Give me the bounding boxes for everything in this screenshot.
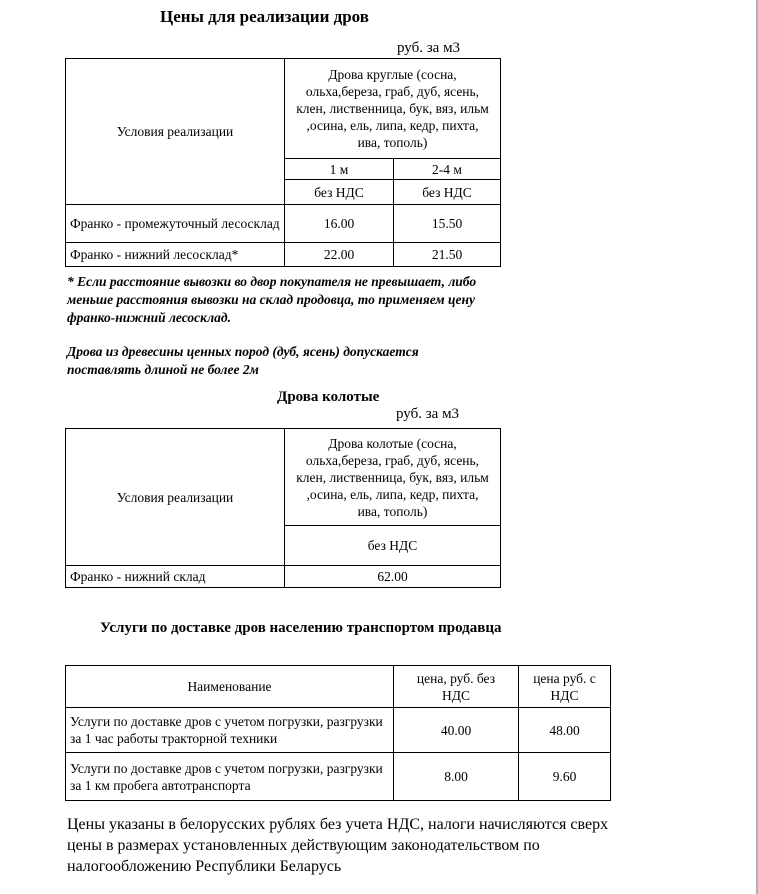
- price-cell: 8.00: [394, 753, 519, 801]
- vat-label: без НДС: [285, 180, 394, 205]
- footnote-valuable-species: Дрова из древесины ценных пород (дуб, ясень) допускается поставлять длиной не более 2м: [67, 344, 419, 377]
- service-name: Услуги по доставке дров с учетом погрузки, разгрузки за 1 км пробега автотранспорта: [66, 753, 394, 801]
- delivery-services-table: [65, 665, 611, 801]
- section-title-split: Дрова колотые: [277, 389, 380, 405]
- price-cell: 9.60: [519, 753, 611, 801]
- length-1m: 1 м: [285, 159, 394, 180]
- price-cell: 48.00: [519, 708, 611, 753]
- page-title: Цены для реализации дров: [160, 7, 369, 26]
- table-row: [66, 566, 501, 588]
- vat-label: без НДС: [285, 526, 501, 566]
- price-cell: 22.00: [285, 243, 394, 267]
- service-name: Услуги по доставке дров с учетом погрузки, разгрузки за 1 час работы тракторной техники: [66, 708, 394, 753]
- split-firewood-table: [65, 428, 501, 588]
- unit-label: руб. за м3: [397, 40, 461, 56]
- conditions-header: Условия реализации: [66, 429, 285, 566]
- price-cell: 16.00: [285, 205, 394, 243]
- price-no-vat-header: цена, руб. без НДС: [394, 666, 519, 708]
- table-row: [66, 205, 501, 243]
- footer-note: Цены указаны в белорусских рублях без учета НДС, налоги начисляются сверх цены в размерах установленных действующим законодательством по налогообложению Республики Беларусь: [67, 816, 609, 875]
- row-name: Франко - нижний лесосклад*: [66, 243, 285, 267]
- footnote-distance: * Если расстояние вывозки во двор покупателя не превышает, либо меньше расстояния вывозки на склад продовца, то применяем цену франко-нижний лесосклад.: [67, 274, 477, 325]
- row-name: Франко - нижний склад: [66, 566, 285, 588]
- conditions-header: Условия реализации: [66, 59, 285, 205]
- unit-label: руб. за м3: [396, 406, 460, 422]
- table-row: [66, 753, 611, 801]
- row-name: Франко - промежуточный лесосклад: [66, 205, 285, 243]
- vat-label: без НДС: [394, 180, 501, 205]
- table-row: [66, 243, 501, 267]
- product-header: Дрова круглые (сосна, ольха,береза, граб, дуб, ясень, клен, лиственница, бук, вяз, ильм ,осина, ель, липа, кедр, пихта, ива, тополь): [285, 59, 501, 159]
- price-cell: 15.50: [394, 205, 501, 243]
- section-title-delivery: Услуги по доставке дров населению транспортом продавца: [100, 620, 502, 636]
- length-2-4m: 2-4 м: [394, 159, 501, 180]
- name-header: Наименование: [66, 666, 394, 708]
- price-cell: 21.50: [394, 243, 501, 267]
- price-vat-header: цена руб. с НДС: [519, 666, 611, 708]
- product-header: Дрова колотые (сосна, ольха,береза, граб, дуб, ясень, клен, лиственница, бук, вяз, ильм ,осина, ель, липа, кедр, пихта, ива, тополь): [285, 429, 501, 526]
- round-firewood-table: [65, 58, 501, 267]
- table-row: [66, 708, 611, 753]
- price-cell: 40.00: [394, 708, 519, 753]
- price-cell: 62.00: [285, 566, 501, 588]
